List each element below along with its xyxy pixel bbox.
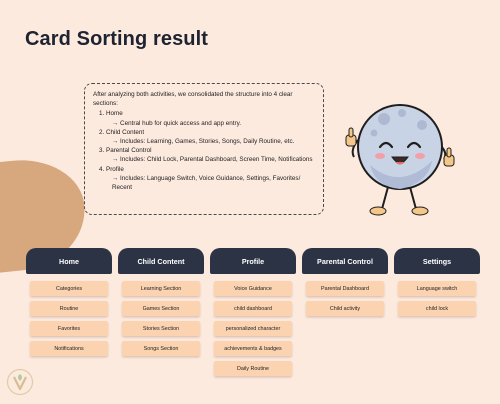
summary-heading: Profile — [106, 165, 124, 173]
column-settings — [394, 248, 480, 381]
summary-item-parental-control — [106, 146, 315, 164]
summary-box — [84, 83, 324, 215]
summary-heading: Home — [106, 110, 123, 118]
column-profile — [210, 248, 296, 381]
column-home — [26, 248, 112, 381]
leaf-logo-icon — [6, 368, 34, 396]
summary-heading: Child Content — [106, 128, 145, 136]
sort-card: Language switch — [398, 281, 476, 296]
card-sort-columns — [26, 248, 476, 381]
summary-detail: → Includes: Language Switch, Voice Guidance, Settings, Favorites/ Recent — [112, 174, 301, 192]
sort-card: Favorites — [30, 321, 108, 336]
sort-card: child lock — [398, 301, 476, 316]
column-header: Parental Control — [302, 248, 388, 274]
sort-card: Learning Section — [122, 281, 200, 296]
sort-card: Parental Dashboard — [306, 281, 384, 296]
page-title: Card Sorting result — [25, 28, 209, 50]
sort-card: Child activity — [306, 301, 384, 316]
summary-item-child-content — [106, 128, 315, 146]
column-header: Home — [26, 248, 112, 274]
sort-card: Routine — [30, 301, 108, 316]
summary-detail: → Includes: Learning, Games, Stories, Songs, Daily Routine, etc. — [112, 138, 295, 146]
sort-card: child dashboard — [214, 301, 292, 316]
column-header: Settings — [394, 248, 480, 274]
sort-card: Daily Routine — [214, 361, 292, 376]
summary-detail: → Includes: Child Lock, Parental Dashboard, Screen Time, Notifications — [112, 156, 313, 164]
column-parental-control — [302, 248, 388, 381]
sort-card: Notifications — [30, 341, 108, 356]
summary-section-list — [93, 109, 315, 192]
summary-item-home — [106, 109, 315, 127]
summary-detail: → Central hub for quick access and app entry. — [112, 119, 242, 127]
sort-card: Categories — [30, 281, 108, 296]
column-header: Child Content — [118, 248, 204, 274]
summary-item-profile — [106, 165, 315, 193]
sort-card: Voice Guidance — [214, 281, 292, 296]
column-header: Profile — [210, 248, 296, 274]
sort-card: Games Section — [122, 301, 200, 316]
sort-card: Songs Section — [122, 341, 200, 356]
moon-mascot-icon — [340, 95, 460, 220]
sort-card: Stories Section — [122, 321, 200, 336]
sort-card: achievements & badges — [214, 341, 292, 356]
sort-card: personalized character — [214, 321, 292, 336]
summary-heading: Parental Control — [106, 147, 152, 155]
column-child-content — [118, 248, 204, 381]
summary-intro: After analyzing both activities, we consolidated the structure into 4 clear sections: — [93, 91, 293, 108]
